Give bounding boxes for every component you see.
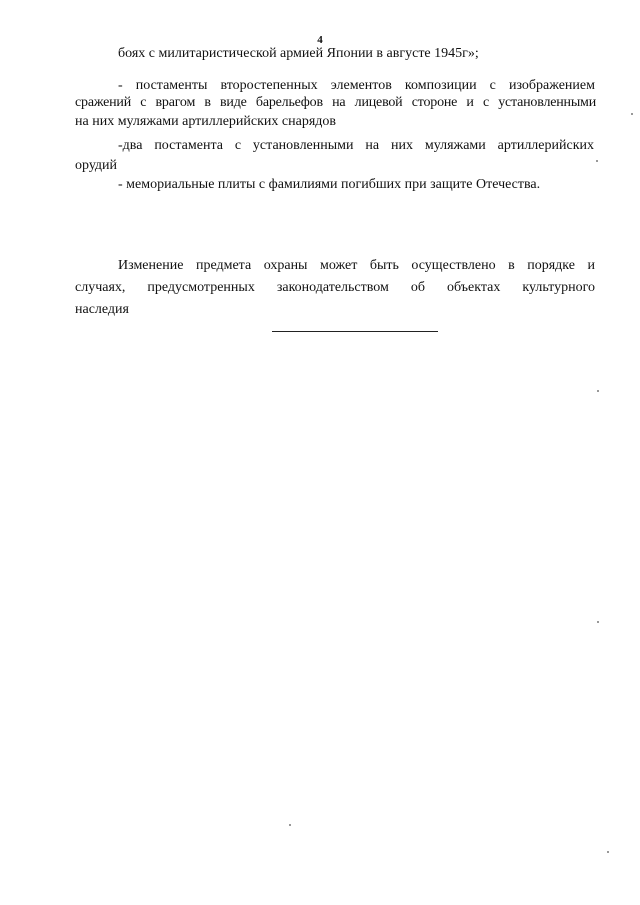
list-item-pedestals: - постаменты второстепенных элементов композиции с изображением <box>118 78 595 93</box>
horizontal-rule <box>272 331 438 332</box>
scan-speck <box>597 390 599 392</box>
list-item-two-pedestals: -два постамента с установленными на них муляжами артиллерийских <box>118 138 594 153</box>
paragraph-line: Изменение предмета охраны может быть осуществлено в порядке и <box>118 258 595 273</box>
scan-speck <box>597 621 599 623</box>
list-line: сражений с врагом в виде барельефов на лицевой стороне и с установленными <box>75 95 596 110</box>
list-line: боях с милитаристической армией Японии в августе 1945г»; <box>118 46 479 61</box>
paragraph-line: наследия <box>75 302 129 317</box>
scan-speck <box>631 113 633 115</box>
list-item-memorial-plates: - мемориальные плиты с фамилиями погибших при защите Отечества. <box>118 177 541 192</box>
scan-speck <box>596 160 598 162</box>
scan-speck <box>289 824 291 826</box>
list-line: орудий <box>75 158 118 173</box>
list-line: на них муляжами артиллерийских снарядов <box>75 114 337 129</box>
page-number: 4 <box>317 34 323 46</box>
paragraph-line: случаях, предусмотренных законодательством об объектах культурного <box>75 280 595 295</box>
scan-speck <box>607 851 609 853</box>
